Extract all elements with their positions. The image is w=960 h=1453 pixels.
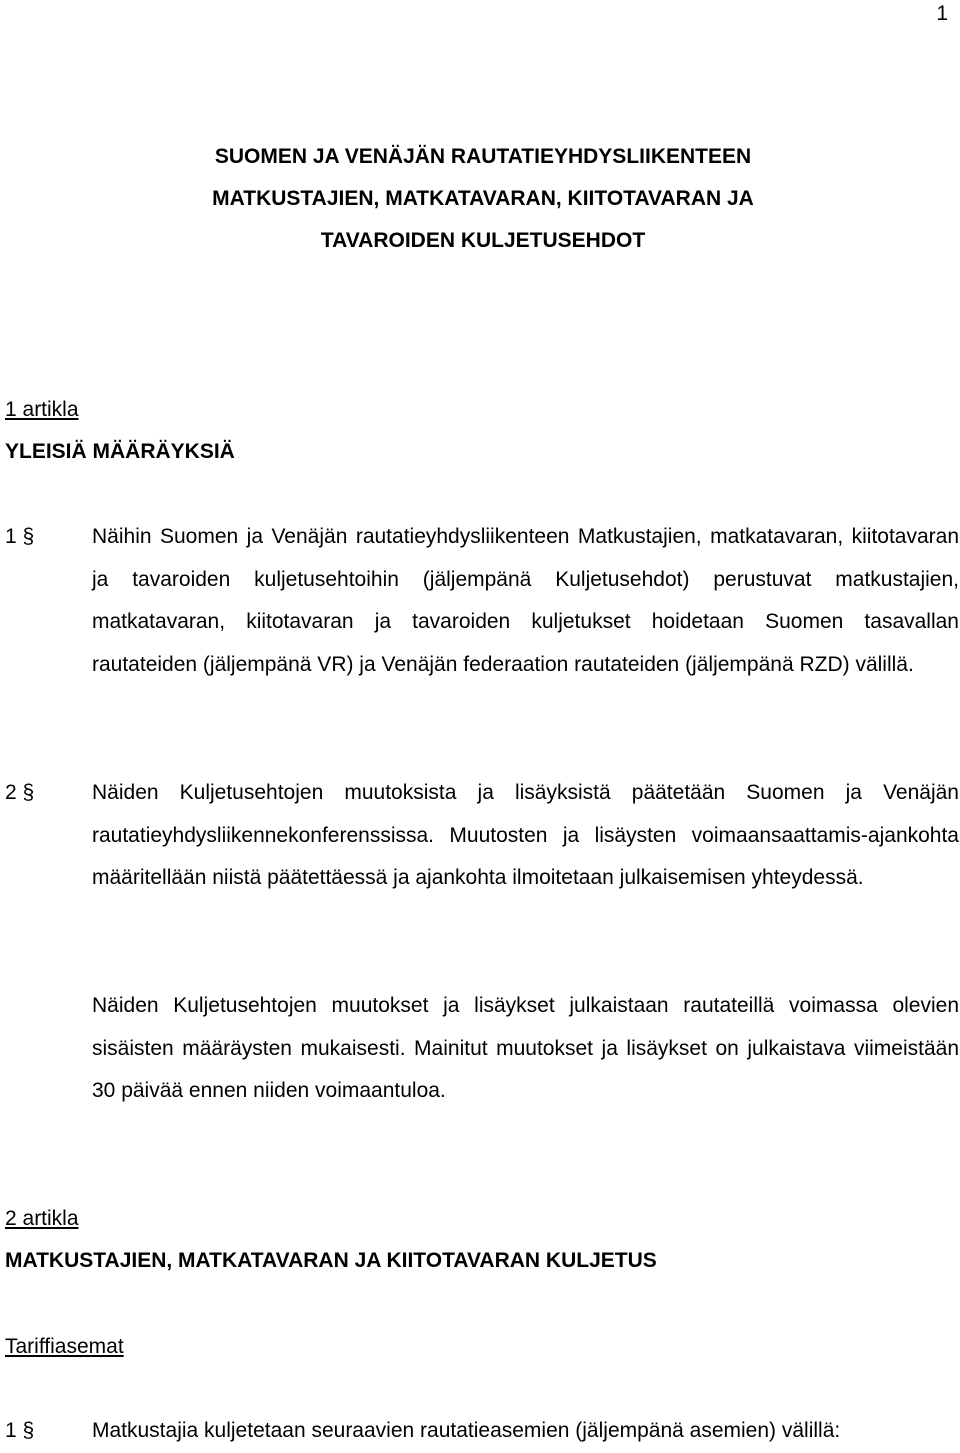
article-1-paragraph: Näiden Kuljetusehtojen muutokset ja lisäykset julkaistaan rautateillä voimassa olevien sisäisten määräysten mukaisesti. Mainitut muutokset ja lisäykset on julkaistava viimeistään 30 päivää ennen niiden voimaantuloa. — [92, 994, 959, 1102]
article-2-section-1-number: 1 § — [5, 1419, 35, 1442]
article-2-label: 2 artikla — [5, 1207, 79, 1230]
section-2-text: Näiden Kuljetusehtojen muutoksista ja lisäyksistä päätetään Suomen ja Venäjän rautatieyhdysliikennekonferenssissa. Muutosten ja lisäysten voimaansaattamis-ajankohta määritellään niistä päätettäessä ja ajankohta ilmoitetaan julkaisemisen yhteydessä. — [92, 781, 959, 889]
article-2-subheading: Tariffiasemat — [5, 1335, 124, 1358]
article-2-heading: MATKUSTAJIEN, MATKATAVARAN JA KIITOTAVARAN KULJETUS — [5, 1249, 657, 1272]
article-1-heading: YLEISIÄ MÄÄRÄYKSIÄ — [5, 440, 235, 463]
title-line-3: TAVAROIDEN KULJETUSEHDOT — [320, 229, 646, 252]
title-line-2: MATKUSTAJIEN, MATKATAVARAN, KIITOTAVARAN JA — [212, 187, 754, 210]
section-1-text: Näihin Suomen ja Venäjän rautatieyhdysliikenteen Matkustajien, matkatavaran, kiitotavaran ja tavaroiden kuljetusehtoihin (jäljempänä Kuljetusehdot) perustuvat matkustajien, matkatavaran, kiitotavaran ja tavaroiden kuljetukset hoidetaan Suomen tasavallan rautateiden (jäljempänä VR) ja Venäjän federaation rautateiden (jäljempänä RZD) välillä. — [92, 525, 959, 676]
article-2-section-1-text: Matkustajia kuljetetaan seuraavien rautatieasemien (jäljempänä asemien) välillä: — [92, 1419, 841, 1442]
article-1-label: 1 artikla — [5, 398, 79, 421]
section-1-number: 1 § — [5, 525, 35, 548]
title-line-1: SUOMEN JA VENÄJÄN RAUTATIEYHDYSLIIKENTEEN — [214, 145, 752, 168]
section-2-number: 2 § — [5, 781, 35, 804]
page-number: 1 — [936, 2, 948, 25]
document-title — [0, 136, 960, 262]
